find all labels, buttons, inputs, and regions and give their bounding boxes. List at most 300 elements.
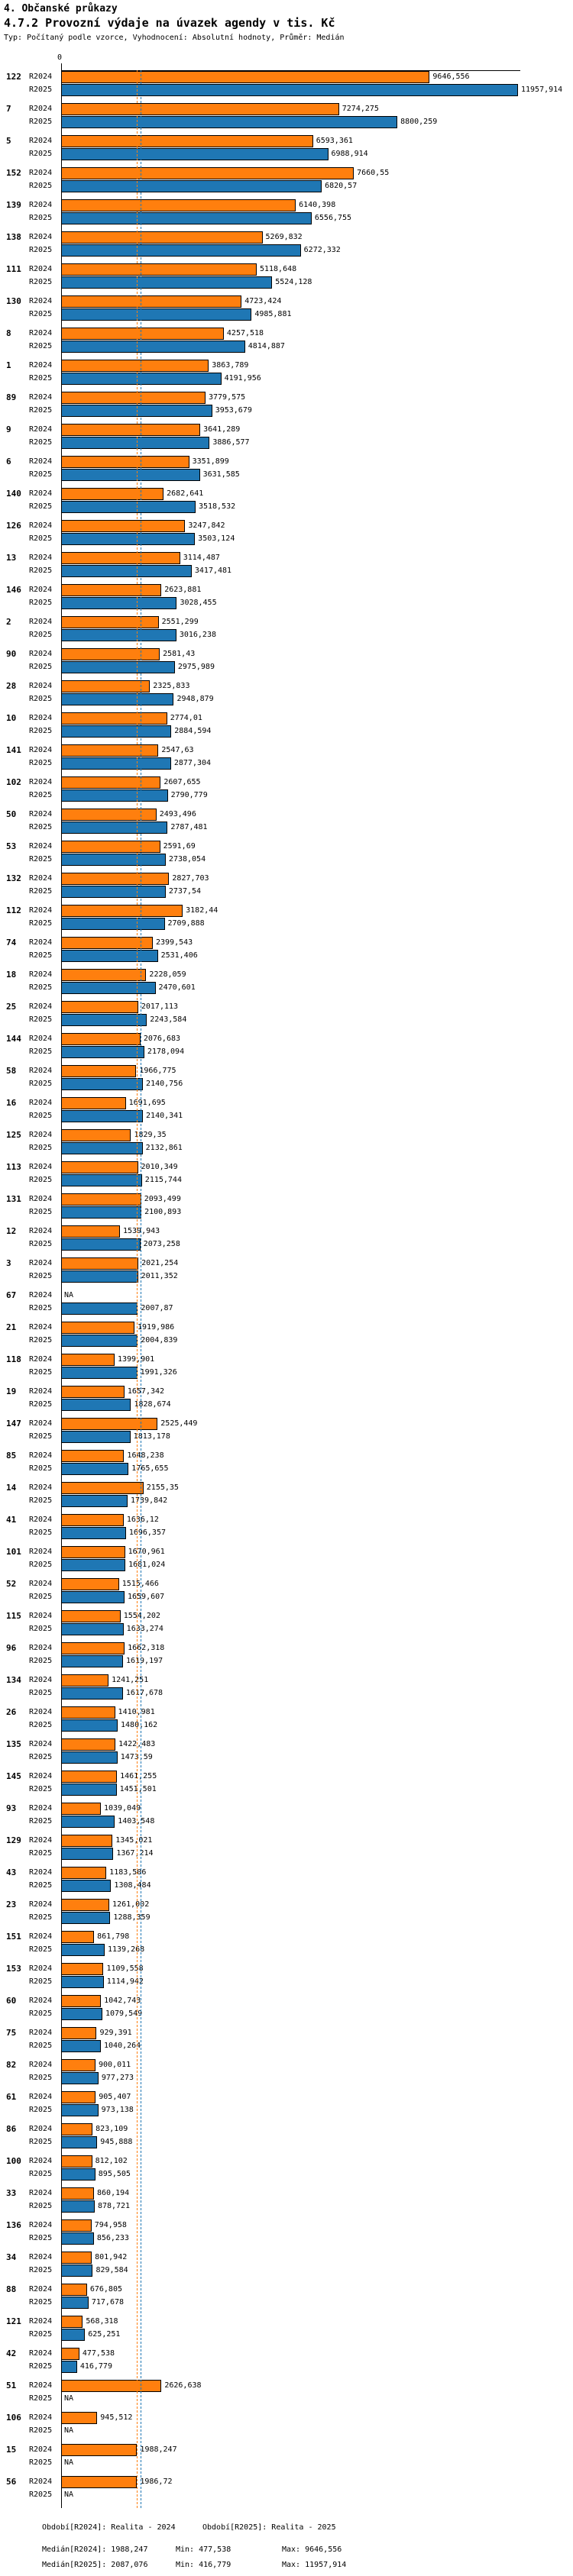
series-label: R2024 xyxy=(29,1387,53,1396)
bar-value-label: 7660,55 xyxy=(357,169,390,177)
bar-r2024 xyxy=(61,71,429,83)
bar-group xyxy=(0,1674,573,1700)
series-label: R2024 xyxy=(29,586,53,594)
bar-value-label: 2243,584 xyxy=(150,1015,187,1024)
bar-r2025 xyxy=(61,2072,99,2084)
bar-r2025 xyxy=(61,1303,138,1315)
group-id-label: 132 xyxy=(6,873,21,883)
series-label: R2025 xyxy=(29,2138,53,2146)
series-label: R2024 xyxy=(29,1676,53,1684)
bar-r2024 xyxy=(61,1193,141,1206)
bar-value-label: 1765,655 xyxy=(131,1464,169,1473)
bar-r2024 xyxy=(61,1706,115,1719)
bar-r2025 xyxy=(61,1495,128,1507)
bar-group xyxy=(0,2444,573,2469)
bar-track xyxy=(61,1463,573,1475)
series-label: R2024 xyxy=(29,2125,53,2133)
series-label: R2025 xyxy=(29,2106,53,2114)
bar-row xyxy=(0,116,573,128)
bar-row xyxy=(0,1880,573,1892)
bar-track xyxy=(61,1835,573,1847)
bar-track xyxy=(61,2297,573,2309)
series-label: R2024 xyxy=(29,2317,53,2326)
bar-track xyxy=(61,693,573,705)
bar-row xyxy=(0,1899,573,1911)
bar-value-label: 1828,674 xyxy=(134,1400,171,1409)
bar-row xyxy=(0,2252,573,2264)
bar-value-label: 2325,833 xyxy=(153,682,190,690)
group-id-label: 130 xyxy=(6,296,21,306)
na-label: NA xyxy=(64,2458,74,2467)
bar-r2025 xyxy=(61,148,329,160)
bar-track xyxy=(61,744,573,757)
bar-row xyxy=(0,918,573,930)
bar-row xyxy=(0,2489,573,2501)
bar-track xyxy=(61,1495,573,1507)
bar-r2025 xyxy=(61,1431,131,1443)
bar-group xyxy=(0,2476,573,2501)
bar-track xyxy=(61,2059,573,2071)
bar-value-label: 3016,238 xyxy=(179,631,216,639)
bar-row xyxy=(0,1623,573,1635)
series-label: R2025 xyxy=(29,1432,53,1441)
bar-value-label: 2626,638 xyxy=(164,2381,202,2390)
bar-row xyxy=(0,1463,573,1475)
bar-value-label: 4985,881 xyxy=(254,310,292,318)
bar-r2024 xyxy=(61,1225,120,1238)
series-label: R2024 xyxy=(29,1483,53,1492)
bar-group xyxy=(0,135,573,160)
bar-track xyxy=(61,1738,573,1751)
bar-track xyxy=(61,1033,573,1045)
bar-r2024 xyxy=(61,1097,126,1109)
series-label: R2025 xyxy=(29,2490,53,2499)
bar-value-label: 2547,63 xyxy=(161,746,194,754)
bar-group xyxy=(0,456,573,481)
bar-track xyxy=(61,2123,573,2135)
series-label: R2024 xyxy=(29,1804,53,1813)
bar-value-label: 2140,341 xyxy=(146,1112,183,1120)
group-id-label: 141 xyxy=(6,745,21,755)
bar-row xyxy=(0,501,573,513)
bar-r2024 xyxy=(61,2252,92,2264)
bar-track xyxy=(61,1335,573,1347)
bar-group xyxy=(0,2187,573,2213)
series-label: R2025 xyxy=(29,246,53,254)
bar-value-label: 3863,789 xyxy=(212,361,249,370)
group-id-label: 1 xyxy=(6,360,11,370)
bar-row xyxy=(0,2393,573,2405)
series-label: R2025 xyxy=(29,1304,53,1312)
bar-row xyxy=(0,616,573,628)
bar-value-label: 1670,961 xyxy=(128,1548,165,1556)
footer-median-r2024: Medián[R2024]: 1988,247 xyxy=(42,2545,148,2554)
bar-r2024 xyxy=(61,1257,138,1270)
bar-group xyxy=(0,1738,573,1764)
bar-track xyxy=(61,84,573,96)
series-label: R2024 xyxy=(29,521,53,530)
bar-row xyxy=(0,1495,573,1507)
group-id-label: 136 xyxy=(6,2220,21,2230)
bar-row xyxy=(0,2232,573,2245)
bar-value-label: 2076,683 xyxy=(143,1035,181,1043)
bar-track xyxy=(61,392,573,404)
bar-r2024 xyxy=(61,231,263,244)
bar-row xyxy=(0,231,573,244)
bar-track xyxy=(61,360,573,372)
bar-track xyxy=(61,1751,573,1764)
bar-row xyxy=(0,789,573,802)
bar-r2024 xyxy=(61,744,158,757)
bar-track xyxy=(61,2476,573,2488)
group-id-label: 12 xyxy=(6,1226,17,1236)
bar-group xyxy=(0,1706,573,1732)
bar-track xyxy=(61,2412,573,2424)
bar-track xyxy=(61,1963,573,1975)
group-id-label: 112 xyxy=(6,905,21,915)
bar-group xyxy=(0,1354,573,1379)
bar-r2024 xyxy=(61,2059,96,2071)
series-label: R2025 xyxy=(29,599,53,607)
bar-row xyxy=(0,629,573,641)
series-label: R2024 xyxy=(29,874,53,883)
bar-track xyxy=(61,1610,573,1622)
bar-row xyxy=(0,744,573,757)
group-id-label: 140 xyxy=(6,489,21,499)
bar-track xyxy=(61,2187,573,2200)
bar-group xyxy=(0,1546,573,1571)
bar-r2024 xyxy=(61,2284,87,2296)
group-id-label: 86 xyxy=(6,2124,17,2134)
series-label: R2025 xyxy=(29,1689,53,1697)
bar-r2024 xyxy=(61,2155,92,2168)
bar-value-label: 977,273 xyxy=(101,2074,134,2082)
bar-value-label: 2115,744 xyxy=(144,1176,182,1184)
group-id-label: 126 xyxy=(6,521,21,531)
bar-track xyxy=(61,2329,573,2341)
bar-value-label: 6556,755 xyxy=(314,214,352,222)
bar-group xyxy=(0,1290,573,1315)
group-id-label: 115 xyxy=(6,1611,21,1621)
bar-group xyxy=(0,263,573,289)
group-id-label: 118 xyxy=(6,1354,21,1364)
series-label: R2025 xyxy=(29,1528,53,1537)
bar-row xyxy=(0,905,573,917)
series-label: R2025 xyxy=(29,1336,53,1344)
bar-value-label: 5524,128 xyxy=(275,278,312,286)
series-label: R2025 xyxy=(29,1785,53,1793)
bar-row xyxy=(0,1848,573,1860)
bar-r2025 xyxy=(61,822,167,834)
group-id-label: 8 xyxy=(6,328,11,338)
footer-period-r2024: Období[R2024]: Realita - 2024 xyxy=(42,2523,176,2532)
bar-value-label: 1461,255 xyxy=(120,1772,157,1780)
bar-r2024 xyxy=(61,520,185,532)
bar-r2025 xyxy=(61,469,200,481)
bar-value-label: 2884,594 xyxy=(174,727,212,735)
series-label: R2025 xyxy=(29,631,53,639)
bar-track xyxy=(61,1367,573,1379)
bar-value-label: 829,584 xyxy=(96,2266,128,2274)
bar-row xyxy=(0,84,573,96)
bar-value-label: 1829,35 xyxy=(134,1131,167,1139)
series-label: R2025 xyxy=(29,1080,53,1088)
bar-value-label: 1109,558 xyxy=(106,1964,144,1973)
bar-row xyxy=(0,2200,573,2213)
bar-value-label: 973,138 xyxy=(101,2106,134,2114)
bar-value-label: 2470,601 xyxy=(158,983,196,992)
bar-row xyxy=(0,1719,573,1732)
bar-value-label: 1308,484 xyxy=(114,1881,151,1890)
bar-track xyxy=(61,1719,573,1732)
bar-value-label: 1696,357 xyxy=(128,1528,166,1537)
bar-r2024 xyxy=(61,392,206,404)
series-label: R2024 xyxy=(29,1708,53,1716)
median-line-r2024 xyxy=(137,70,138,2508)
bar-track xyxy=(61,1386,573,1398)
bar-r2024 xyxy=(61,167,354,179)
bar-r2025 xyxy=(61,276,272,289)
bar-value-label: 2017,113 xyxy=(141,1002,179,1011)
bar-value-label: 4723,424 xyxy=(244,297,282,305)
bar-track xyxy=(61,1482,573,1494)
bar-value-label: 568,318 xyxy=(86,2317,118,2326)
series-label: R2024 xyxy=(29,810,53,818)
series-label: R2025 xyxy=(29,1561,53,1569)
group-id-label: 61 xyxy=(6,2092,17,2102)
bar-row xyxy=(0,1110,573,1122)
bar-r2024 xyxy=(61,2476,137,2488)
bar-track xyxy=(61,1303,573,1315)
series-label: R2025 xyxy=(29,438,53,447)
bar-track xyxy=(61,1257,573,1270)
bar-value-label: 2827,703 xyxy=(172,874,209,883)
group-id-label: 147 xyxy=(6,1419,21,1428)
bar-value-label: 1919,986 xyxy=(138,1323,175,1332)
group-id-label: 122 xyxy=(6,72,21,82)
bar-r2024 xyxy=(61,1674,108,1687)
series-label: R2024 xyxy=(29,746,53,754)
series-label: R2024 xyxy=(29,1035,53,1043)
bar-track xyxy=(61,1206,573,1219)
series-label: R2025 xyxy=(29,534,53,543)
bar-value-label: 2737,54 xyxy=(168,887,202,896)
bar-r2025 xyxy=(61,1335,138,1347)
bar-row xyxy=(0,1065,573,1077)
bar-track xyxy=(61,501,573,513)
group-id-label: 131 xyxy=(6,1194,21,1204)
bar-row xyxy=(0,244,573,257)
bar-row xyxy=(0,1527,573,1539)
bar-value-label: 2787,481 xyxy=(170,823,208,831)
bar-r2024 xyxy=(61,1867,106,1879)
bar-value-label: 1813,178 xyxy=(133,1432,170,1441)
bar-value-label: 2228,059 xyxy=(149,970,186,979)
bar-row xyxy=(0,1257,573,1270)
bar-track xyxy=(61,1591,573,1603)
bar-value-label: 945,512 xyxy=(100,2413,133,2422)
bar-track xyxy=(61,873,573,885)
bar-group xyxy=(0,1097,573,1122)
bar-r2024 xyxy=(61,2091,96,2103)
bar-value-label: 3886,577 xyxy=(212,438,250,447)
na-label: NA xyxy=(64,1291,74,1299)
bar-r2025 xyxy=(61,1270,138,1283)
bar-group xyxy=(0,1931,573,1956)
series-label: R2024 xyxy=(29,1580,53,1588)
bar-r2024 xyxy=(61,360,209,372)
series-label: R2025 xyxy=(29,791,53,799)
series-label: R2025 xyxy=(29,2202,53,2210)
bar-row xyxy=(0,103,573,115)
series-label: R2024 xyxy=(29,650,53,658)
bar-r2024 xyxy=(61,616,159,628)
bar-row xyxy=(0,1944,573,1956)
series-label: R2024 xyxy=(29,1355,53,1364)
bar-value-label: 477,538 xyxy=(82,2349,115,2358)
bar-row xyxy=(0,1514,573,1526)
bar-track xyxy=(61,103,573,115)
bar-r2024 xyxy=(61,841,160,853)
bar-r2025 xyxy=(61,757,171,770)
bar-track xyxy=(61,533,573,545)
group-id-label: 3 xyxy=(6,1258,11,1268)
bar-row xyxy=(0,1546,573,1558)
series-label: R2024 xyxy=(29,233,53,241)
bar-group xyxy=(0,2316,573,2341)
bar-track xyxy=(61,661,573,673)
group-id-label: 88 xyxy=(6,2284,17,2294)
bar-row xyxy=(0,584,573,596)
bar-value-label: 895,505 xyxy=(98,2170,131,2178)
bar-value-label: 2975,989 xyxy=(177,663,215,671)
bar-group xyxy=(0,552,573,577)
bar-value-label: 3114,487 xyxy=(183,554,220,562)
bar-row xyxy=(0,1771,573,1783)
series-label: R2025 xyxy=(29,2426,53,2435)
bar-track xyxy=(61,2393,573,2405)
series-label: R2024 xyxy=(29,1836,53,1845)
series-label: R2024 xyxy=(29,1451,53,1460)
group-id-label: 41 xyxy=(6,1515,17,1525)
bar-r2025 xyxy=(61,1623,124,1635)
bar-value-label: 1554,202 xyxy=(123,1612,160,1620)
bar-group xyxy=(0,1225,573,1251)
bar-group xyxy=(0,1322,573,1347)
bar-row xyxy=(0,2104,573,2116)
bar-r2024 xyxy=(61,1065,136,1077)
bar-row xyxy=(0,1674,573,1687)
bar-r2024 xyxy=(61,103,339,115)
bar-value-label: 1648,238 xyxy=(127,1451,164,1460)
bar-r2025 xyxy=(61,2232,94,2245)
group-id-label: 15 xyxy=(6,2445,17,2455)
bar-track xyxy=(61,2219,573,2232)
series-label: R2024 xyxy=(29,1419,53,1428)
bar-row xyxy=(0,680,573,692)
bar-value-label: 3351,899 xyxy=(192,457,229,466)
bar-track xyxy=(61,1322,573,1334)
series-label: R2025 xyxy=(29,2362,53,2371)
bar-value-label: 1617,678 xyxy=(125,1689,163,1697)
series-label: R2025 xyxy=(29,1817,53,1825)
bar-track xyxy=(61,308,573,321)
bar-track xyxy=(61,809,573,821)
series-label: R2025 xyxy=(29,855,53,864)
series-label: R2024 xyxy=(29,1099,53,1107)
series-label: R2025 xyxy=(29,567,53,575)
bar-track xyxy=(61,2200,573,2213)
bar-row xyxy=(0,2425,573,2437)
series-label: R2025 xyxy=(29,1240,53,1248)
bar-row xyxy=(0,1738,573,1751)
series-label: R2025 xyxy=(29,2394,53,2403)
bar-value-label: 945,888 xyxy=(100,2138,133,2146)
bar-r2025 xyxy=(61,1655,123,1667)
bar-r2025 xyxy=(61,1751,118,1764)
series-label: R2025 xyxy=(29,2458,53,2467)
bar-r2025 xyxy=(61,1110,143,1122)
bar-r2024 xyxy=(61,2348,79,2360)
bar-row xyxy=(0,1431,573,1443)
bar-r2024 xyxy=(61,2412,97,2424)
series-label: R2024 xyxy=(29,1612,53,1620)
series-label: R2025 xyxy=(29,502,53,511)
bar-row xyxy=(0,135,573,147)
bar-value-label: 2738,054 xyxy=(168,855,206,864)
chart-title: 4.7.2 Provozní výdaje na úvazek agendy v tis. Kč xyxy=(4,16,335,30)
bar-value-label: 2709,888 xyxy=(167,919,205,928)
bar-value-label: 416,779 xyxy=(79,2362,112,2371)
bar-r2024 xyxy=(61,456,189,468)
group-id-label: 75 xyxy=(6,2028,17,2038)
group-id-label: 50 xyxy=(6,809,17,819)
group-id-label: 25 xyxy=(6,1002,17,1012)
series-label: R2024 xyxy=(29,714,53,722)
bar-track xyxy=(61,1527,573,1539)
bar-value-label: 2493,496 xyxy=(159,810,196,818)
group-id-label: 139 xyxy=(6,200,21,210)
bar-track xyxy=(61,2316,573,2328)
bar-row xyxy=(0,1014,573,1026)
bar-value-label: 900,011 xyxy=(99,2061,131,2069)
bar-value-label: 1539,943 xyxy=(123,1227,160,1235)
bar-row xyxy=(0,308,573,321)
series-label: R2025 xyxy=(29,1945,53,1954)
group-id-label: 14 xyxy=(6,1483,17,1493)
series-label: R2025 xyxy=(29,1015,53,1024)
series-label: R2025 xyxy=(29,470,53,479)
bar-row xyxy=(0,725,573,738)
bar-row xyxy=(0,1078,573,1090)
bar-r2024 xyxy=(61,1129,131,1141)
bar-r2025 xyxy=(61,341,245,353)
group-id-label: 34 xyxy=(6,2252,17,2262)
bar-track xyxy=(61,373,573,385)
bar-r2025 xyxy=(61,244,301,257)
bar-value-label: 2790,779 xyxy=(170,791,208,799)
bar-track xyxy=(61,1129,573,1141)
series-label: R2025 xyxy=(29,663,53,671)
bar-row xyxy=(0,2297,573,2309)
group-id-label: 7 xyxy=(6,104,11,114)
bar-track xyxy=(61,1976,573,1988)
bar-group xyxy=(0,648,573,673)
bar-track xyxy=(61,565,573,577)
bar-track xyxy=(61,776,573,789)
bar-track xyxy=(61,629,573,641)
bar-row xyxy=(0,1995,573,2007)
